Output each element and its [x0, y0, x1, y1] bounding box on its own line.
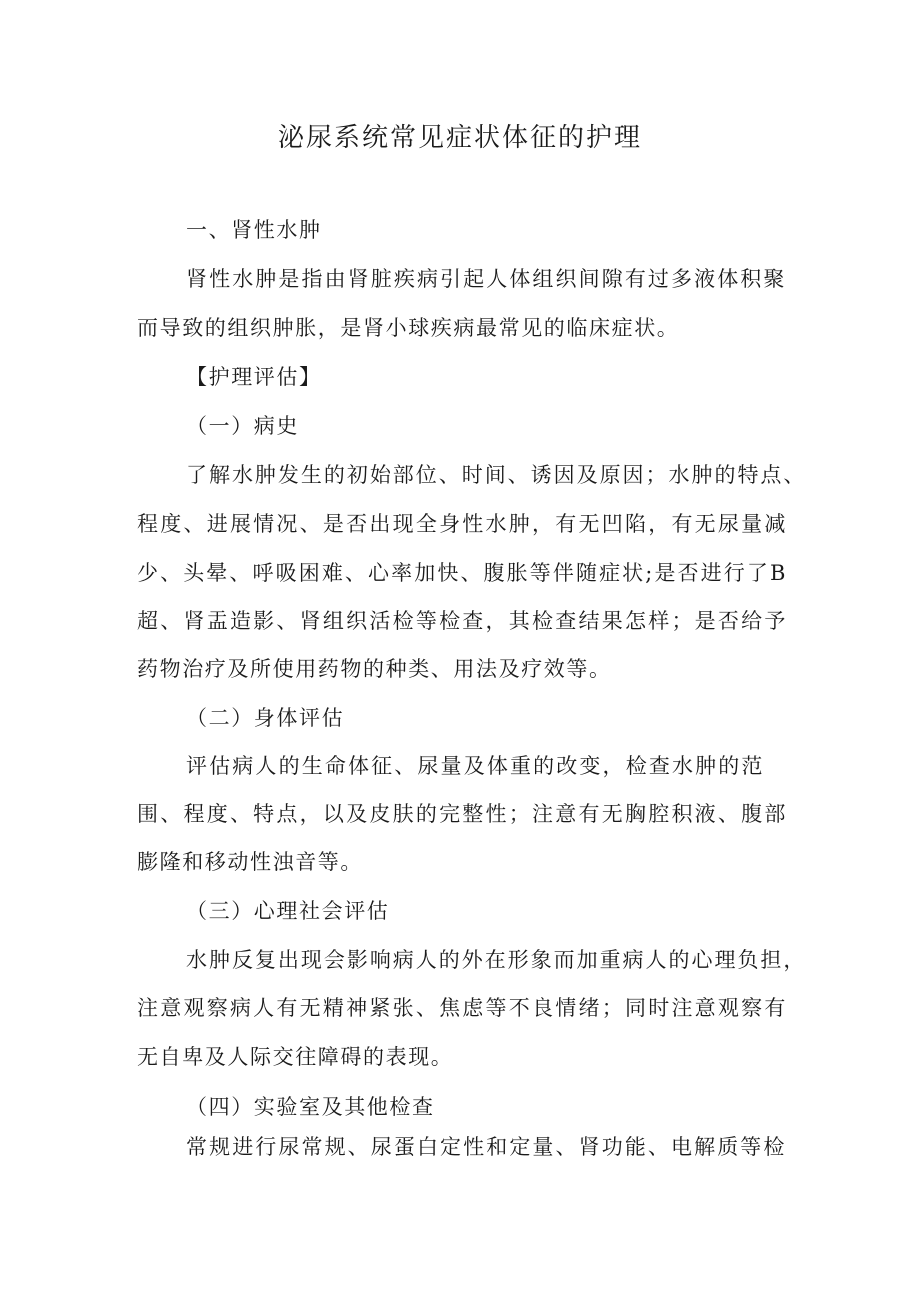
history-line-4: 超、肾盂造影、肾组织活检等检查，其检查结果怎样；是否给予: [137, 609, 787, 633]
lab-tests-line-1: 常规进行尿常规、尿蛋白定性和定量、肾功能、电解质等检: [186, 1135, 786, 1159]
physical-line-2: 围、程度、特点，以及皮肤的完整性；注意有无胸腔积液、腹部: [137, 802, 787, 826]
section-heading-renal-edema: 一、肾性水肿: [186, 218, 322, 242]
history-line-3: 少、头晕、呼吸困难、心率加快、腹胀等伴随症状;是否进行了B: [137, 561, 787, 585]
subheading-psychosocial-assessment: （三）心理社会评估: [186, 899, 390, 923]
nursing-assessment-heading: 【护理评估】: [186, 365, 322, 389]
history-line-2: 程度、进展情况、是否出现全身性水肿，有无凹陷，有无尿量减: [137, 512, 787, 536]
history-line-1: 了解水肿发生的初始部位、时间、诱因及原因；水肿的特点、: [186, 463, 806, 487]
subheading-medical-history: （一）病史: [186, 414, 299, 438]
subheading-lab-tests: （四）实验室及其他检查: [186, 1095, 435, 1119]
physical-line-1: 评估病人的生命体征、尿量及体重的改变，检查水肿的范: [186, 754, 764, 778]
intro-line-1: 肾性水肿是指由肾脏疾病引起人体组织间隙有过多液体积聚: [186, 267, 786, 291]
physical-line-3: 膨隆和移动性浊音等。: [137, 850, 363, 874]
psychosocial-line-1: 水肿反复出现会影响病人的外在形象而加重病人的心理负担，: [186, 948, 806, 972]
history-line-5: 药物治疗及所使用药物的种类、用法及疗效等。: [137, 657, 612, 681]
subheading-physical-assessment: （二）身体评估: [186, 706, 345, 730]
document-title: 泌尿系统常见症状体征的护理: [277, 123, 642, 153]
psychosocial-line-3: 无自卑及人际交往障碍的表现。: [137, 1045, 454, 1069]
psychosocial-line-2: 注意观察病人有无精神紧张、焦虑等不良情绪；同时注意观察有: [137, 996, 787, 1020]
intro-line-2: 而导致的组织肿胀，是肾小球疾病最常见的临床症状。: [137, 316, 680, 340]
